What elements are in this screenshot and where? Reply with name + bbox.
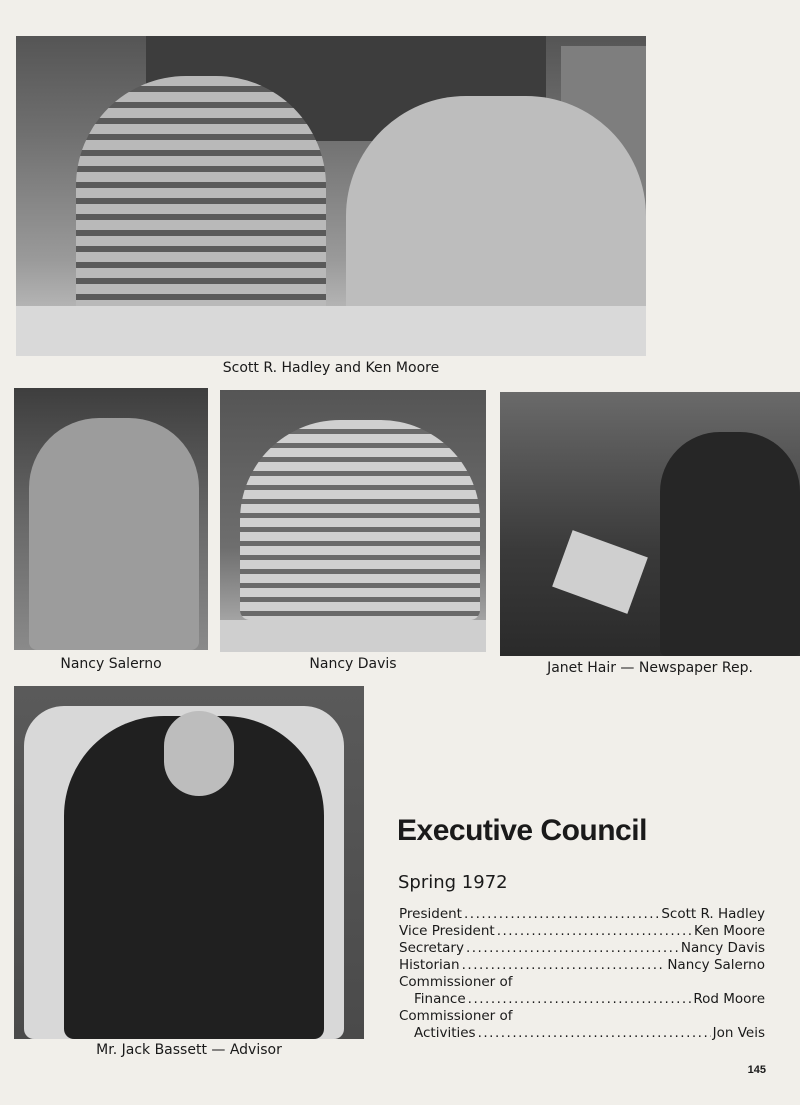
photo-jack-bassett bbox=[14, 686, 364, 1039]
caption-nancy-salerno: Nancy Salerno bbox=[60, 656, 162, 672]
roster-row bbox=[399, 991, 765, 1008]
photo-nancy-davis bbox=[220, 390, 486, 652]
photo-janet-hair bbox=[500, 392, 800, 656]
role-label: Vice President bbox=[399, 923, 495, 939]
page-number: 145 bbox=[747, 1064, 766, 1076]
caption-janet-hair: Janet Hair — Newspaper Rep. bbox=[547, 660, 753, 676]
officer-name: Rod Moore bbox=[693, 991, 765, 1007]
roster-row bbox=[399, 957, 765, 974]
student-figure bbox=[660, 432, 800, 656]
paper bbox=[552, 530, 648, 614]
officer-roster bbox=[399, 906, 765, 1042]
officer-name: Ken Moore bbox=[693, 923, 765, 939]
role-label: Activities bbox=[414, 1025, 476, 1041]
roster-row bbox=[399, 923, 765, 940]
role-label: Commissioner of bbox=[399, 974, 513, 990]
caption-top-photo: Scott R. Hadley and Ken Moore bbox=[222, 360, 440, 376]
leader-dots bbox=[468, 991, 692, 1008]
officer-name: Jon Veis bbox=[712, 1025, 765, 1041]
role-label: Historian bbox=[399, 957, 460, 973]
officer-name: Nancy Salerno bbox=[667, 957, 765, 973]
photo-scott-hadley-ken-moore bbox=[16, 36, 646, 356]
officer-name: Scott R. Hadley bbox=[661, 906, 765, 922]
leader-dots bbox=[466, 940, 679, 957]
leader-dots bbox=[464, 906, 659, 923]
roster-row bbox=[399, 1025, 765, 1042]
caption-nancy-davis: Nancy Davis bbox=[309, 656, 397, 672]
leader-dots bbox=[462, 957, 666, 974]
leader-dots bbox=[497, 923, 692, 940]
student-figure bbox=[240, 420, 480, 620]
caption-jack-bassett: Mr. Jack Bassett — Advisor bbox=[96, 1042, 282, 1058]
roster-row bbox=[399, 906, 765, 923]
role-label: President bbox=[399, 906, 462, 922]
desk bbox=[220, 620, 486, 652]
role-label: Secretary bbox=[399, 940, 464, 956]
leader-dots bbox=[478, 1025, 711, 1042]
term-label: Spring 1972 bbox=[398, 872, 508, 893]
face bbox=[164, 711, 234, 796]
section-title: Executive Council bbox=[397, 814, 647, 847]
desk bbox=[16, 306, 646, 356]
student-figure bbox=[29, 418, 199, 650]
role-label: Commissioner of bbox=[399, 1008, 513, 1024]
officer-name: Nancy Davis bbox=[680, 940, 765, 956]
role-label: Finance bbox=[414, 991, 466, 1007]
photo-nancy-salerno bbox=[14, 388, 208, 650]
roster-row bbox=[399, 940, 765, 957]
